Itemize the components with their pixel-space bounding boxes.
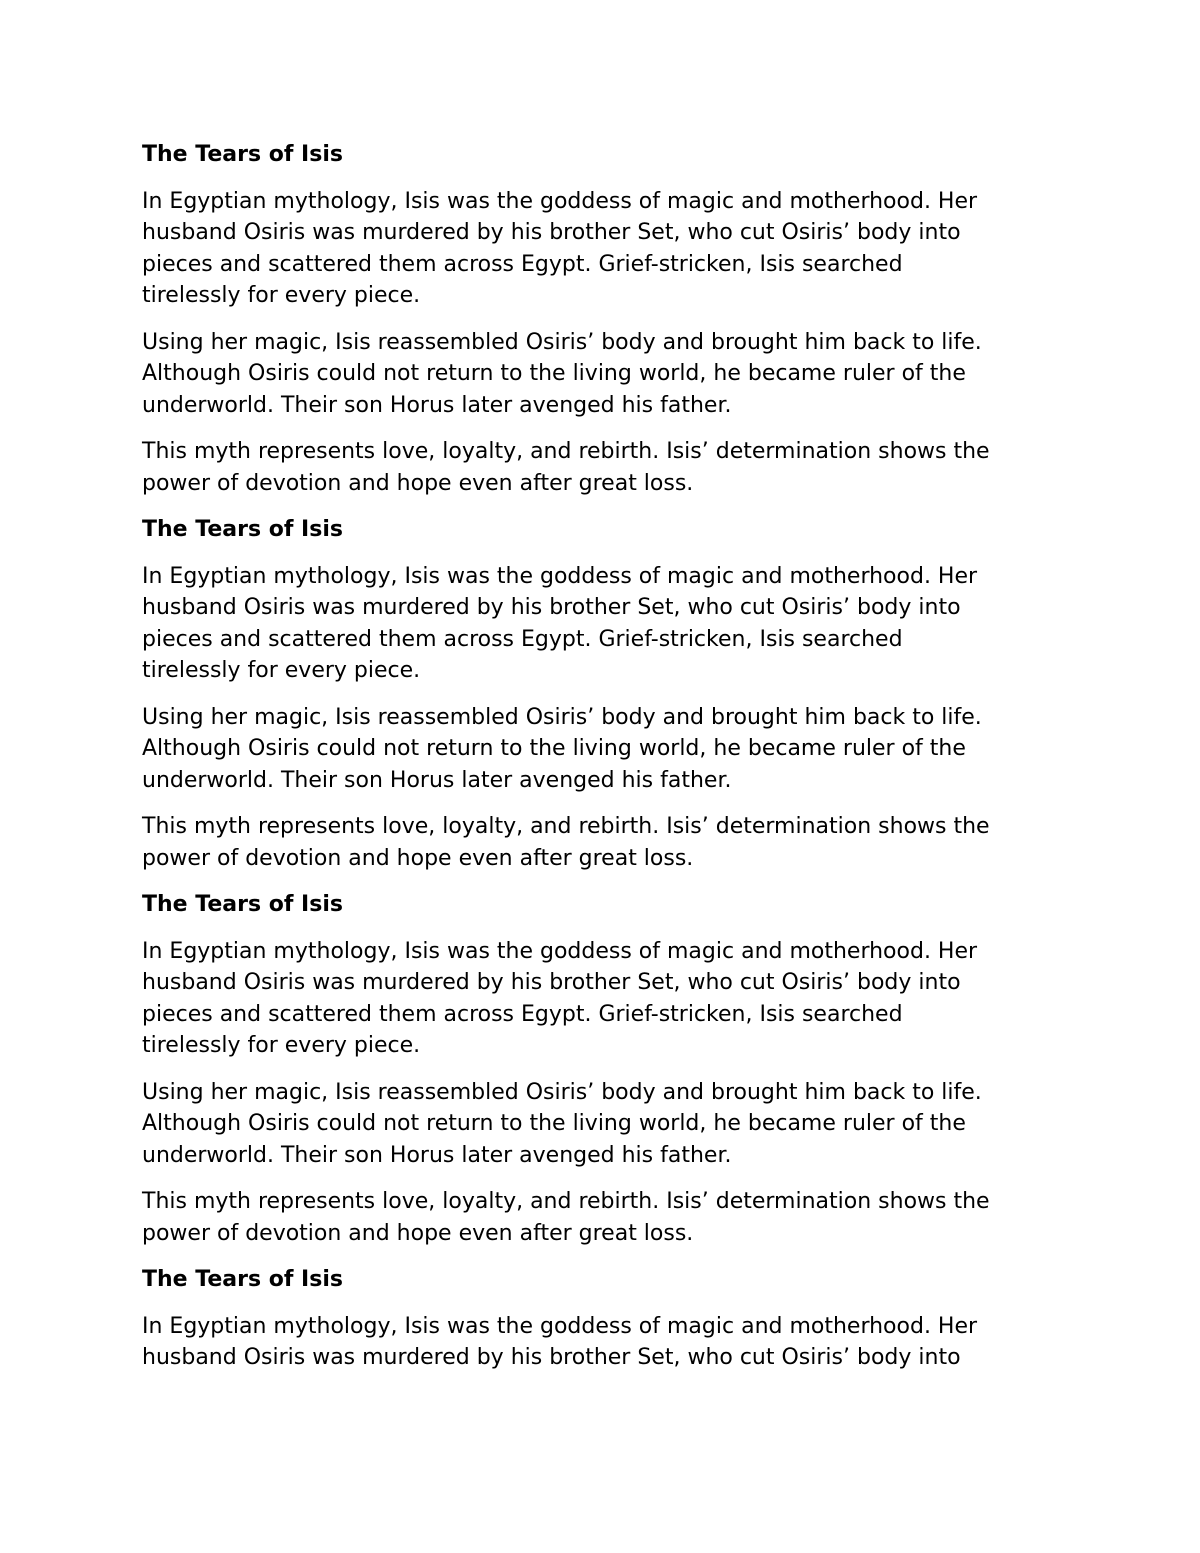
text-line: pieces and scattered them across Egypt. Grief-stricken, Isis searched: [142, 251, 903, 277]
paragraph: [142, 436, 1072, 499]
paragraph: [142, 1077, 1072, 1172]
section-heading: The Tears of Isis: [142, 1267, 343, 1292]
text-line: In Egyptian mythology, Isis was the goddess of magic and motherhood. Her: [142, 563, 978, 589]
paragraph: [142, 186, 1072, 312]
text-line: power of devotion and hope even after great loss.: [142, 470, 694, 496]
section: [142, 889, 1072, 1249]
paragraph: [142, 327, 1072, 422]
text-line: This myth represents love, loyalty, and rebirth. Isis’ determination shows the: [142, 814, 990, 839]
text-line: This myth represents love, loyalty, and rebirth. Isis’ determination shows the: [142, 1189, 990, 1214]
paragraph: [142, 1311, 1072, 1374]
text-line: In Egyptian mythology, Isis was the goddess of magic and motherhood. Her: [142, 938, 978, 964]
paragraph: [142, 811, 1072, 874]
paragraph: [142, 702, 1072, 797]
paragraph: [142, 936, 1072, 1062]
text-line: husband Osiris was murdered by his brother Set, who cut Osiris’ body into: [142, 1345, 961, 1370]
text-line: power of devotion and hope even after great loss.: [142, 1220, 694, 1246]
section-heading: The Tears of Isis: [142, 142, 343, 167]
section: [142, 139, 1072, 499]
text-line: In Egyptian mythology, Isis was the goddess of magic and motherhood. Her: [142, 1313, 978, 1339]
text-line: tirelessly for every piece.: [142, 1033, 421, 1058]
text-line: underworld. Their son Horus later avenged his father.: [142, 392, 732, 418]
text-line: tirelessly for every piece.: [142, 658, 421, 683]
text-line: This myth represents love, loyalty, and rebirth. Isis’ determination shows the: [142, 439, 990, 464]
text-line: In Egyptian mythology, Isis was the goddess of magic and motherhood. Her: [142, 188, 978, 214]
document-body: [142, 139, 1072, 1389]
text-line: pieces and scattered them across Egypt. Grief-stricken, Isis searched: [142, 626, 903, 652]
text-line: Although Osiris could not return to the living world, he became ruler of the: [142, 1111, 966, 1136]
text-line: underworld. Their son Horus later avenged his father.: [142, 767, 732, 793]
section: [142, 1264, 1072, 1374]
text-line: Although Osiris could not return to the living world, he became ruler of the: [142, 361, 966, 386]
text-line: husband Osiris was murdered by his brother Set, who cut Osiris’ body into: [142, 595, 961, 620]
section-heading: The Tears of Isis: [142, 892, 343, 917]
text-line: power of devotion and hope even after great loss.: [142, 845, 694, 871]
text-line: tirelessly for every piece.: [142, 283, 421, 308]
text-line: Using her magic, Isis reassembled Osiris’ body and brought him back to life.: [142, 1079, 982, 1105]
text-line: Although Osiris could not return to the living world, he became ruler of the: [142, 736, 966, 761]
text-line: husband Osiris was murdered by his brother Set, who cut Osiris’ body into: [142, 970, 961, 995]
text-line: Using her magic, Isis reassembled Osiris’ body and brought him back to life.: [142, 329, 982, 355]
section: [142, 514, 1072, 874]
text-line: underworld. Their son Horus later avenged his father.: [142, 1142, 732, 1168]
text-line: husband Osiris was murdered by his brother Set, who cut Osiris’ body into: [142, 220, 961, 245]
section-heading: The Tears of Isis: [142, 517, 343, 542]
paragraph: [142, 561, 1072, 687]
text-line: Using her magic, Isis reassembled Osiris’ body and brought him back to life.: [142, 704, 982, 730]
paragraph: [142, 1186, 1072, 1249]
text-line: pieces and scattered them across Egypt. Grief-stricken, Isis searched: [142, 1001, 903, 1027]
